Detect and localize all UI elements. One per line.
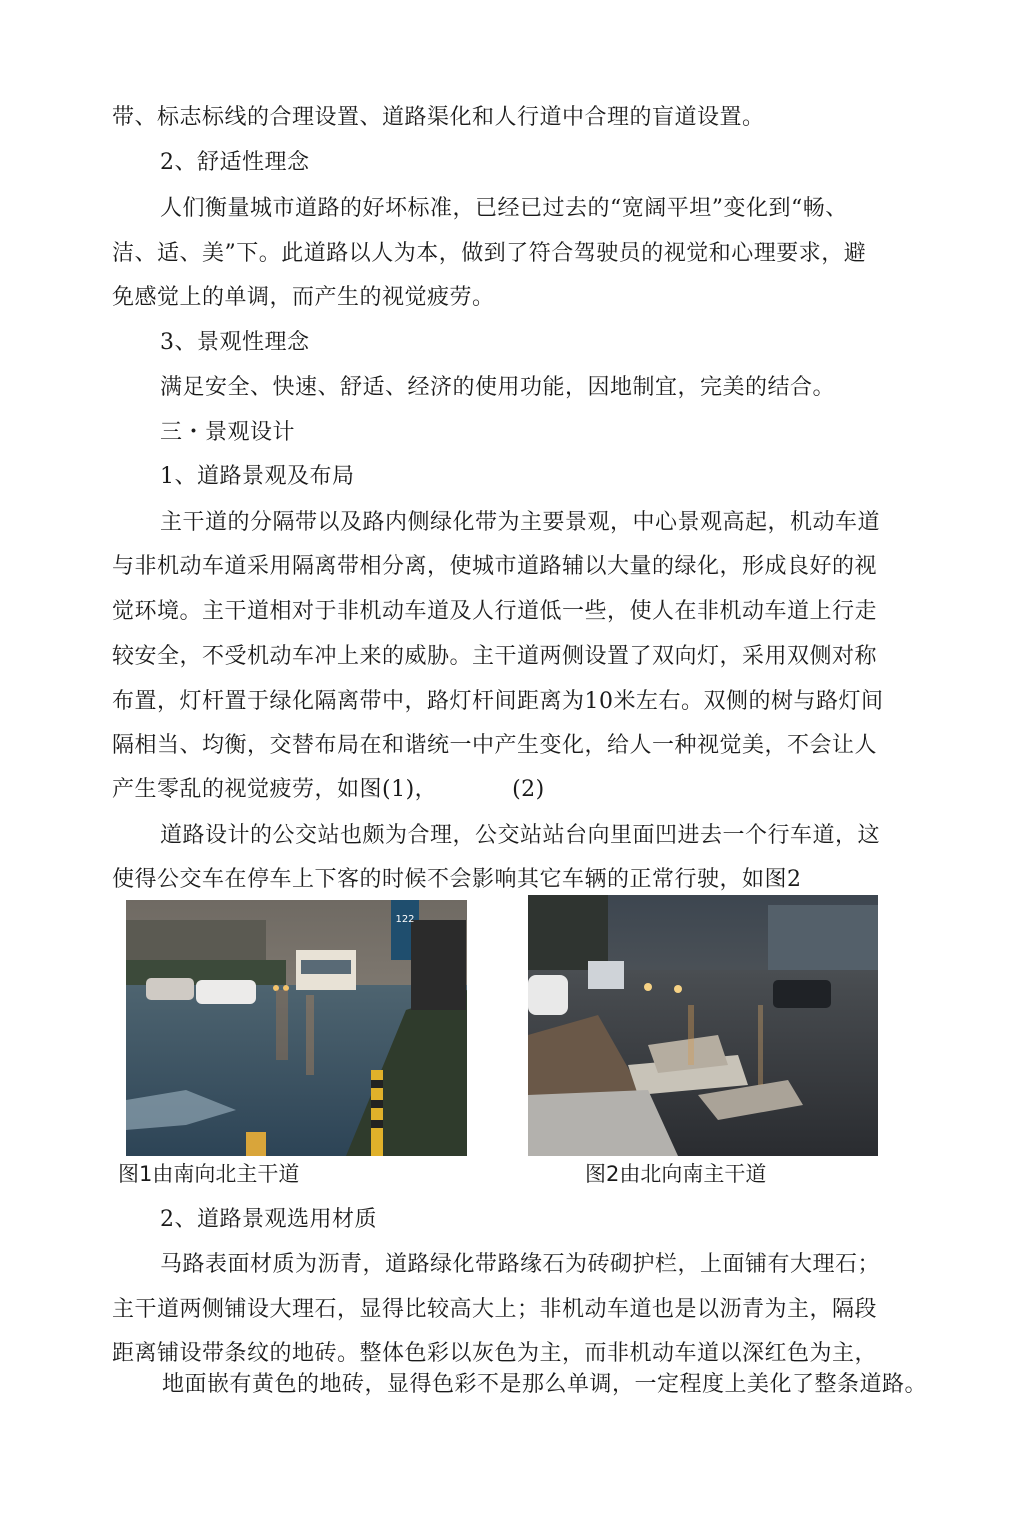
paragraph-line: 主干道两侧铺设大理石，显得比较高大上；非机动车道也是以沥青为主，隔段: [112, 1297, 878, 1322]
paragraph-line: 主干道的分隔带以及路内侧绿化带为主要景观，中心景观高起，机动车道: [160, 510, 881, 535]
subheading-comfort: 2、舒适性理念: [160, 150, 310, 175]
paragraph-line: 地面嵌有黄色的地砖，显得色彩不是那么单调，一定程度上美化了整条道路。: [162, 1372, 928, 1397]
paragraph-line: 满足安全、快速、舒适、经济的使用功能，因地制宜，完美的结合。: [160, 375, 836, 400]
section-heading: 三・景观设计: [160, 420, 296, 445]
paragraph-line: 产生零乱的视觉疲劳，如图(1)， (2): [112, 777, 545, 802]
paragraph-line: 觉环境。主干道相对于非机动车道及人行道低一些，使人在非机动车道上行走: [112, 599, 878, 624]
paragraph-line: 较安全，不受机动车冲上来的威胁。主干道两侧设置了双向灯，采用双侧对称: [112, 644, 878, 669]
subheading-layout: 1、道路景观及布局: [160, 464, 355, 489]
paragraph-line: 免感觉上的单调，而产生的视觉疲劳。: [112, 285, 495, 310]
subheading-landscape: 3、景观性理念: [160, 330, 310, 355]
paragraph-line: 带、标志标线的合理设置、道路渠化和人行道中合理的盲道设置。: [112, 105, 765, 130]
paragraph-line: 与非机动车道采用隔离带相分离，使城市道路辅以大量的绿化，形成良好的视: [112, 554, 878, 579]
paragraph-line: 洁、适、美”下。此道路以人为本，做到了符合驾驶员的视觉和心理要求，避: [112, 241, 867, 266]
road-sign-number: 122: [395, 914, 415, 925]
paragraph-line: 隔相当、均衡，交替布局在和谐统一中产生变化，给人一种视觉美，不会让人: [112, 733, 878, 758]
figure-1-photo: [126, 900, 467, 1156]
figure-2-caption: 图2由北向南主干道: [585, 1162, 767, 1186]
figure-1-caption: 图1由南向北主干道: [118, 1162, 300, 1186]
subheading-materials: 2、道路景观选用材质: [160, 1207, 377, 1232]
paragraph-line: 马路表面材质为沥青，道路绿化带路缘石为砖砌护栏，上面铺有大理石；: [160, 1252, 881, 1277]
paragraph-line: 布置，灯杆置于绿化隔离带中，路灯杆间距离为10米左右。双侧的树与路灯间: [112, 689, 884, 714]
paragraph-line: 使得公交车在停车上下客的时候不会影响其它车辆的正常行驶，如图2: [112, 867, 802, 892]
paragraph-line: 距离铺设带条纹的地砖。整体色彩以灰色为主，而非机动车道以深红色为主，: [112, 1341, 878, 1366]
paragraph-line: 人们衡量城市道路的好坏标准，已经已过去的“宽阔平坦”变化到“畅、: [160, 196, 848, 221]
figure-2-photo: [528, 895, 878, 1156]
paragraph-line: 道路设计的公交站也颇为合理，公交站站台向里面凹进去一个行车道，这: [160, 823, 881, 848]
